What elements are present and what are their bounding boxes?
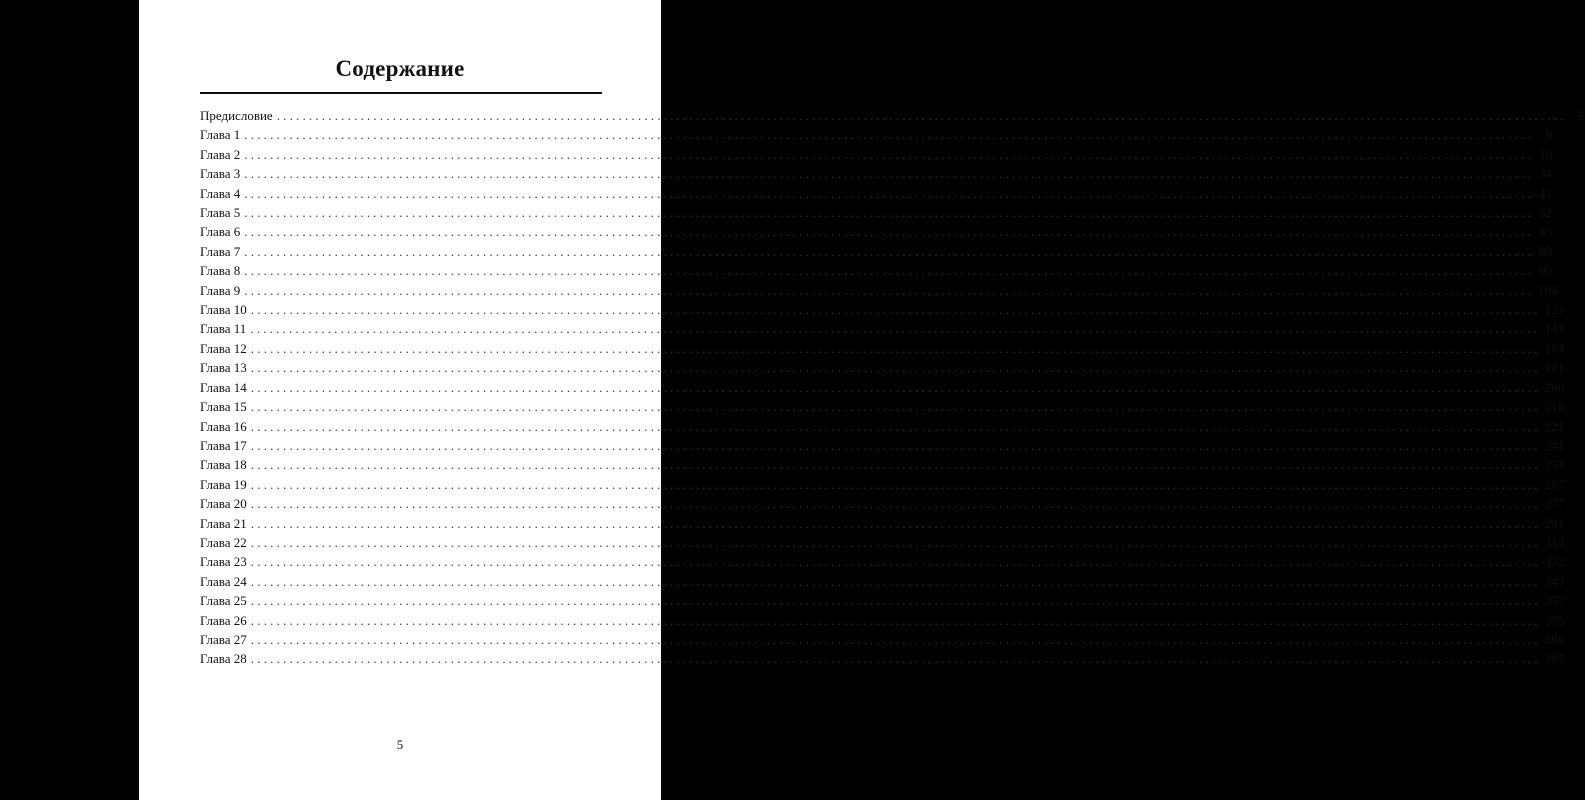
toc-entry xyxy=(200,534,1565,554)
toc-entry-page: 386 xyxy=(1544,631,1565,647)
toc-entry-page: 241 xyxy=(1544,437,1565,453)
toc-entry xyxy=(200,321,1564,340)
toc-entry-page: 332 xyxy=(1544,554,1565,570)
toc-entry-label: Глава 25 xyxy=(200,593,247,609)
toc-dot-leader: ........................................................................................................................................................................................................ xyxy=(244,127,1535,143)
toc-dot-leader: ........................................................................................................................................................................................................ xyxy=(244,185,1535,201)
toc-dot-leader: ........................................................................................................................................................................................................ xyxy=(244,146,1535,162)
toc-entry-page: 89 xyxy=(1539,243,1553,259)
toc-dot-leader: ........................................................................................................................................................................................................ xyxy=(244,205,1535,221)
toc-entry-label: Глава 16 xyxy=(200,418,247,434)
toc-entry-page: 52 xyxy=(1539,205,1553,221)
toc-entry xyxy=(200,418,1565,438)
toc-dot-leader: ........................................................................................................................................................................................................ xyxy=(276,108,1567,123)
toc-entry-page: 65 xyxy=(1539,224,1553,240)
toc-dot-leader: ........................................................................................................................................................................................................ xyxy=(250,631,1541,647)
table-of-contents xyxy=(200,108,1585,671)
toc-dot-leader: ........................................................................................................................................................................................................ xyxy=(250,399,1541,415)
toc-entry-label: Глава 13 xyxy=(200,360,247,376)
toc-entry xyxy=(200,612,1565,632)
toc-entry-page: 397 xyxy=(1544,651,1565,667)
toc-dot-leader: ........................................................................................................................................................................................................ xyxy=(250,515,1541,531)
toc-entry xyxy=(200,457,1565,476)
page-number: 5 xyxy=(396,737,404,752)
toc-entry xyxy=(200,108,1585,127)
toc-entry-page: 221 xyxy=(1544,418,1565,434)
toc-entry-label: Глава 15 xyxy=(200,399,247,415)
toc-entry-label: Глава 23 xyxy=(200,554,247,570)
toc-entry-page: 343 xyxy=(1544,573,1565,589)
toc-entry-page: 95 xyxy=(1539,263,1553,279)
toc-entry xyxy=(200,185,1553,205)
toc-entry-page: 143 xyxy=(1544,321,1564,337)
toc-entry-page: 291 xyxy=(1544,515,1565,531)
toc-entry xyxy=(200,631,1565,651)
toc-entry xyxy=(200,554,1565,573)
page-title: Содержание xyxy=(335,56,465,81)
toc-dot-leader: ........................................................................................................................................................................................................ xyxy=(250,496,1541,512)
toc-entry-label: Глава 27 xyxy=(200,631,247,647)
toc-dot-leader: ........................................................................................................................................................................................................ xyxy=(250,554,1541,570)
toc-entry xyxy=(200,593,1565,612)
toc-entry-page: 41 xyxy=(1539,185,1553,201)
toc-entry-label: Глава 26 xyxy=(200,612,247,628)
toc-dot-leader: ........................................................................................................................................................................................................ xyxy=(250,321,1541,337)
toc-entry-label: Глава 9 xyxy=(200,282,241,298)
book-page xyxy=(139,0,1585,800)
toc-entry xyxy=(200,399,1565,418)
toc-entry xyxy=(200,496,1565,515)
toc-dot-leader: ........................................................................................................................................................................................................ xyxy=(250,360,1541,376)
toc-entry-page: 104 xyxy=(1538,282,1558,298)
toc-dot-leader: ........................................................................................................................................................................................................ xyxy=(244,263,1535,279)
toc-dot-leader: ........................................................................................................................................................................................................ xyxy=(250,476,1541,492)
toc-entry-page: 125 xyxy=(1544,302,1565,318)
toc-entry xyxy=(200,243,1553,263)
toc-entry-label: Глава 4 xyxy=(200,185,241,201)
toc-entry-page: 277 xyxy=(1544,496,1565,512)
toc-entry-label: Глава 3 xyxy=(200,166,241,182)
toc-entry xyxy=(200,573,1565,593)
toc-dot-leader: ........................................................................................................................................................................................................ xyxy=(250,379,1541,395)
toc-entry-page: 375 xyxy=(1544,612,1565,628)
toc-dot-leader: ........................................................................................................................................................................................................ xyxy=(250,651,1541,667)
toc-entry xyxy=(200,282,1558,302)
toc-entry xyxy=(200,340,1565,360)
toc-entry-label: Глава 2 xyxy=(200,146,241,162)
toc-entry-page: 210 xyxy=(1544,399,1565,415)
toc-entry-label: Глава 21 xyxy=(200,515,247,531)
toc-entry-label: Глава 20 xyxy=(200,496,247,512)
toc-entry-label: Глава 11 xyxy=(200,321,247,337)
toc-entry-label: Глава 1 xyxy=(200,127,241,143)
toc-dot-leader: ........................................................................................................................................................................................................ xyxy=(250,534,1541,550)
toc-entry-label: Глава 8 xyxy=(200,263,241,279)
toc-entry-label: Глава 24 xyxy=(200,573,247,589)
toc-entry-page: 34 xyxy=(1539,166,1553,182)
toc-dot-leader: ........................................................................................................................................................................................................ xyxy=(250,573,1541,589)
toc-entry-page: 9 xyxy=(1545,127,1553,143)
toc-entry-label: Глава 19 xyxy=(200,476,247,492)
toc-entry-label: Глава 7 xyxy=(200,243,241,259)
toc-dot-leader: ........................................................................................................................................................................................................ xyxy=(250,437,1541,453)
toc-dot-leader: ........................................................................................................................................................................................................ xyxy=(250,612,1541,628)
toc-dot-leader: ........................................................................................................................................................................................................ xyxy=(250,593,1541,609)
toc-entry xyxy=(200,205,1553,224)
toc-entry xyxy=(200,651,1565,670)
toc-entry-page: 174 xyxy=(1544,340,1565,356)
toc-entry xyxy=(200,302,1565,321)
toc-entry xyxy=(200,146,1553,166)
toc-entry-page: 253 xyxy=(1544,457,1565,473)
toc-dot-leader: ........................................................................................................................................................................................................ xyxy=(250,418,1541,434)
toc-entry-page: 200 xyxy=(1544,379,1565,395)
toc-dot-leader: ........................................................................................................................................................................................................ xyxy=(250,457,1541,473)
toc-entry xyxy=(200,476,1565,496)
toc-entry-page: 181 xyxy=(1544,360,1565,376)
toc-entry xyxy=(200,379,1565,399)
toc-entry xyxy=(200,263,1553,282)
toc-entry-label: Глава 14 xyxy=(200,379,247,395)
toc-dot-leader: ........................................................................................................................................................................................................ xyxy=(244,166,1535,182)
toc-entry xyxy=(200,166,1553,185)
toc-entry-label: Глава 18 xyxy=(200,457,247,473)
toc-dot-leader: ........................................................................................................................................................................................................ xyxy=(250,302,1541,318)
toc-entry-page: 267 xyxy=(1544,476,1565,492)
toc-entry xyxy=(200,224,1553,243)
toc-entry-label: Глава 22 xyxy=(200,534,247,550)
toc-dot-leader: ........................................................................................................................................................................................................ xyxy=(250,340,1541,356)
toc-entry-label: Глава 12 xyxy=(200,340,247,356)
toc-dot-leader: ........................................................................................................................................................................................................ xyxy=(244,224,1535,240)
toc-entry-label: Глава 28 xyxy=(200,651,247,667)
toc-dot-leader: ........................................................................................................................................................................................................ xyxy=(244,243,1535,259)
toc-entry-page: 357 xyxy=(1544,593,1565,609)
toc-entry-page: 6 xyxy=(1578,108,1585,123)
toc-entry-page: 18 xyxy=(1539,146,1553,162)
toc-entry xyxy=(200,360,1565,379)
toc-entry-label: Глава 10 xyxy=(200,302,247,318)
toc-entry-label: Предисловие xyxy=(200,108,273,123)
toc-entry xyxy=(200,515,1565,535)
toc-entry xyxy=(200,437,1565,457)
toc-entry-label: Глава 5 xyxy=(200,205,241,221)
title-rule xyxy=(200,92,602,94)
toc-entry xyxy=(200,127,1553,146)
toc-dot-leader: ........................................................................................................................................................................................................ xyxy=(244,282,1535,298)
toc-entry-label: Глава 17 xyxy=(200,437,247,453)
toc-entry-label: Глава 6 xyxy=(200,224,241,240)
toc-entry-page: 313 xyxy=(1544,534,1565,550)
